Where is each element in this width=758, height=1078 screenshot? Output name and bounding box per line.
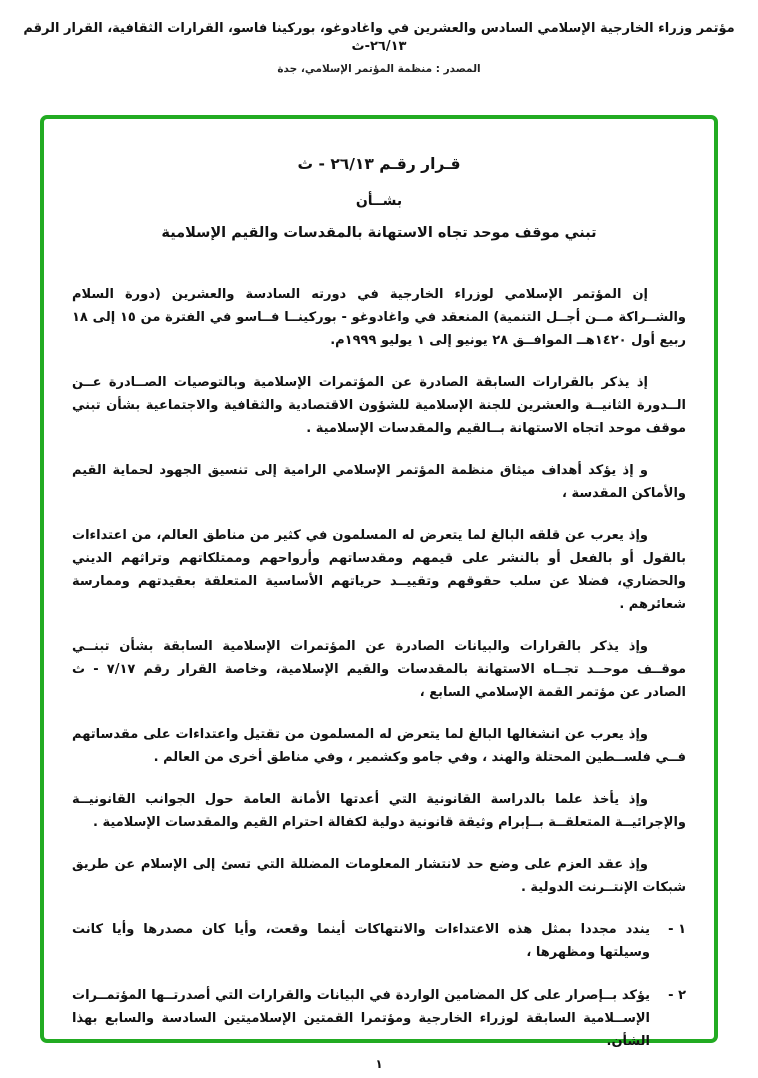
document-footer — [0, 1057, 758, 1071]
resolution-body — [72, 283, 686, 1053]
item-number: ٢ - — [668, 988, 686, 1003]
item-number: ١ - — [668, 922, 686, 937]
resolution-subject: تبني موقف موحد تجاه الاستهانة بالمقدسات والقيم الإسلامية — [161, 225, 597, 241]
document-header — [0, 0, 758, 75]
resolution-title: قـرار رقـم ٢٦/١٣ - ث — [297, 155, 461, 173]
paragraph-deep-concern: وإذ يعرب عن قلقه البالغ لما يتعرض له المسلمون في كثير من مناطق العالم، من اعتداءات بالقول أو بالفعل أو بالنشر على قيمهم ومقدساتهم وأرواحهم وممتلكاتهم وتراثهم الديني والحضاري، فضلا عن سلب حقوقهم وتقييــد حرياتهم الأساسية المتعلقة بعقيدتهم وممارسة شعائرهم . — [72, 528, 686, 612]
paragraph-charter-objectives: و إذ يؤكد أهداف ميثاق منظمة المؤتمر الإسلامي الرامية إلى تنسيق الجهود لحماية القيم والأماكن المقدسة ، — [72, 463, 686, 501]
list-item — [72, 918, 686, 964]
item-text: يؤكد بــإصرار على كل المضامين الواردة في البيانات والقرارات التي أصدرتــها المؤتمــرات الإســلامية السابقة لوزراء الخارجية ومؤتمرا القمتين الإسلاميتين السادسة والسابع بهذا الشأن. — [72, 988, 650, 1049]
paragraph-legal-study: وإذ يأخذ علما بالدراسة القانونية التي أعدتها الأمانة العامة حول الجوانب القانونيــة والإجرائيــة المتعلقــة بــإبرام وثيقة قانونية دولية لكفالة احترام القيم والمقدسات الإسلامية . — [72, 792, 686, 830]
paragraph-recall-statements: وإذ يذكر بالقرارات والبيانات الصادرة عن المؤتمرات الإسلامية السابقة بشأن تبنــي موقــف موحــد تجــاه الاستهانة بالمقدسات والقيم الإسلامية، وخاصة القرار رقم ٧/١٧ - ث الصادر عن مؤتمر القمة الإسلامي السابع ، — [72, 639, 686, 700]
header-source: المصدر : منظمة المؤتمر الإسلامي، جدة — [277, 63, 481, 75]
paragraph-internet-disinformation: وإذ عقد العزم على وضع حد لانتشار المعلومات المضللة التي تسئ إلى الإسلام عن طريق شبكات الإنتــرنت الدولية . — [72, 857, 686, 895]
page-number: ١ — [375, 1057, 383, 1071]
paragraph-recall-resolutions: إذ يذكر بالقرارات السابقة الصادرة عن المؤتمرات الإسلامية وبالتوصيات الصــادرة عــن الــدورة الثانيــة والعشرين للجنة الإسلامية للشؤون الاقتصادية والثقافية والاجتماعية بشأن تبني موقف موحد اتجاه الاستهانة بــالقيم والمقدسات الإسلامية . — [72, 375, 686, 436]
paragraph-concern-regions: وإذ يعرب عن انشغالها البالغ لما يتعرض له المسلمون من تقتيل واعتداءات على مقدساتهم فــي فلســطين المحتلة والهند ، وفي جامو وكشمير ، وفي مناطق أخرى من العالم . — [72, 727, 686, 765]
resolution-subtitle: بشــأن — [355, 193, 403, 209]
operative-items — [72, 918, 686, 1053]
item-text: يندد مجددا بمثل هذه الاعتداءات والانتهاكات أينما وقعت، وأيا كان مصدرها وأيا كانت وسيلتها ومظهرها ، — [72, 922, 650, 960]
green-border-frame — [40, 115, 718, 1049]
paragraph-preamble: إن المؤتمر الإسلامي لوزراء الخارجية في دورته السادسة والعشرين (دورة السلام والشــراكة مــن أجــل التنمية) المنعقد في واغادوغو - بوركينــا فــاسو في الفترة من ١٥ إلى ١٨ ربيع أول ١٤٢٠هــ الموافــق ٢٨ يونيو إلى ١ يوليو ١٩٩٩م. — [72, 287, 687, 348]
list-item — [72, 984, 686, 1053]
header-citation: مؤتمر وزراء الخارجية الإسلامي السادس والعشرين في واغادوغو، بوركينا فاسو، القرارات الثقافية، القرار الرقم ٢٦/١٣-ث — [23, 21, 735, 54]
